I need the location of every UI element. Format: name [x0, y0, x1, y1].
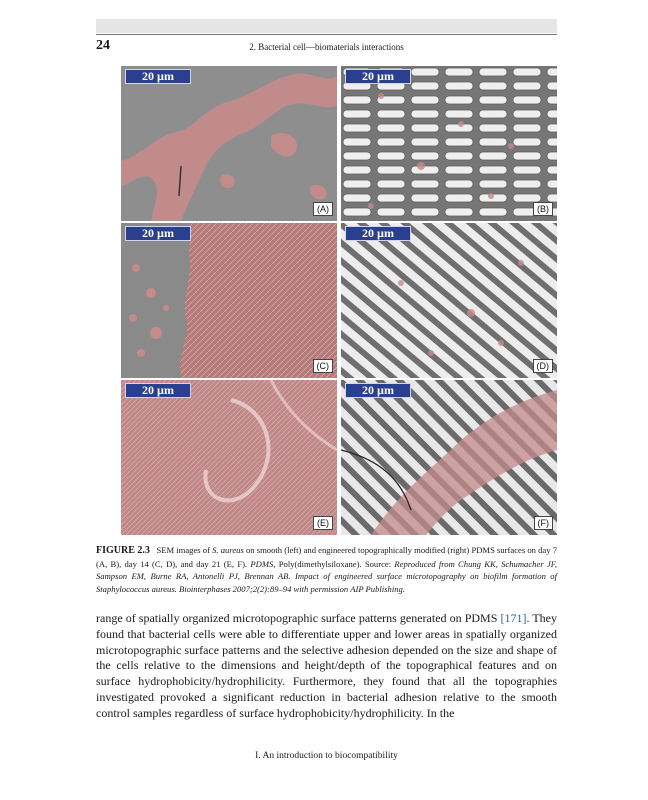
caption-source: Reproduced from Chung KK, Schumacher JF, Sampson EM, Burne RA, Antonelli PJ, Brennan AB. Impact of engineered surface microtopography on biofilm formation of Staphylococcus aureus. Biointerphases 2007;2(2):89–94 with permission AIP Publishing.: [96, 558, 557, 594]
scale-bar: 20 µm: [345, 226, 411, 241]
page-number: 24: [96, 38, 110, 53]
organism-name: S. aureus: [212, 545, 244, 555]
caption-text: , Poly(dimethylsiloxane). Source:: [273, 558, 395, 569]
top-gray-bar: [96, 19, 557, 33]
panel-b-engineered-day7: [341, 66, 557, 221]
scale-bar: 20 µm: [125, 383, 191, 398]
caption-text: SEM images of: [156, 545, 213, 555]
sem-figure: [121, 66, 557, 532]
sem-image-c: [121, 223, 337, 378]
body-paragraph: [96, 611, 557, 722]
sem-image-b: [341, 66, 557, 221]
body-text: range of spatially organized microtopographic surface patterns generated on PDMS: [96, 611, 501, 625]
panel-label: (A): [313, 202, 333, 216]
running-head: 2. Bacterial cell—biomaterials interactions: [249, 42, 404, 52]
scale-bar: 20 µm: [345, 383, 411, 398]
sem-image-f: [341, 380, 557, 535]
sem-image-e: [121, 380, 337, 535]
scale-bar: 20 µm: [345, 69, 411, 84]
panel-label: (C): [313, 359, 334, 373]
body-text: . They found that bacterial cells were able to differentiate upper and lower areas in spatially organized microtopographic surface patterns and the selective adhesion depended on the size and shape of the cells relative to the dimensions and height/depth of the topographical features and on surface hydrophobicity/hydrophilicity. Furthermore, they found that all the topographies investigated provoked a significant reduction in bacterial adhesion relative to the smooth control samples regardless of surface hydrophobicity/hydrophilicity. In the: [96, 611, 557, 720]
panel-a-smooth-day7: [121, 66, 337, 221]
caption-text: on smooth (left) and engineered topographically modified (right) PDMS surfaces on day 7 (A, B), day 14 (C, D), and day 21 (E, F).: [96, 545, 557, 569]
panel-d-engineered-day14: [341, 223, 557, 378]
panel-label: (B): [533, 202, 553, 216]
citation-link[interactable]: [171]: [500, 611, 527, 625]
page-footer: I. An introduction to biocompatibility: [255, 751, 398, 761]
figure-label: FIGURE 2.3: [96, 545, 150, 556]
scale-bar: 20 µm: [125, 69, 191, 84]
sem-image-d: [341, 223, 557, 378]
panel-label: (E): [313, 516, 333, 530]
panel-label: (D): [533, 359, 554, 373]
page-header: [96, 34, 557, 52]
panel-label: (F): [534, 516, 554, 530]
scale-bar: 20 µm: [125, 226, 191, 241]
figure-caption: [96, 544, 557, 595]
panel-f-engineered-day21: [341, 380, 557, 535]
abbreviation: PDMS: [250, 558, 274, 569]
panel-e-smooth-day21: [121, 380, 337, 535]
panel-c-smooth-day14: [121, 223, 337, 378]
sem-image-a: [121, 66, 337, 221]
